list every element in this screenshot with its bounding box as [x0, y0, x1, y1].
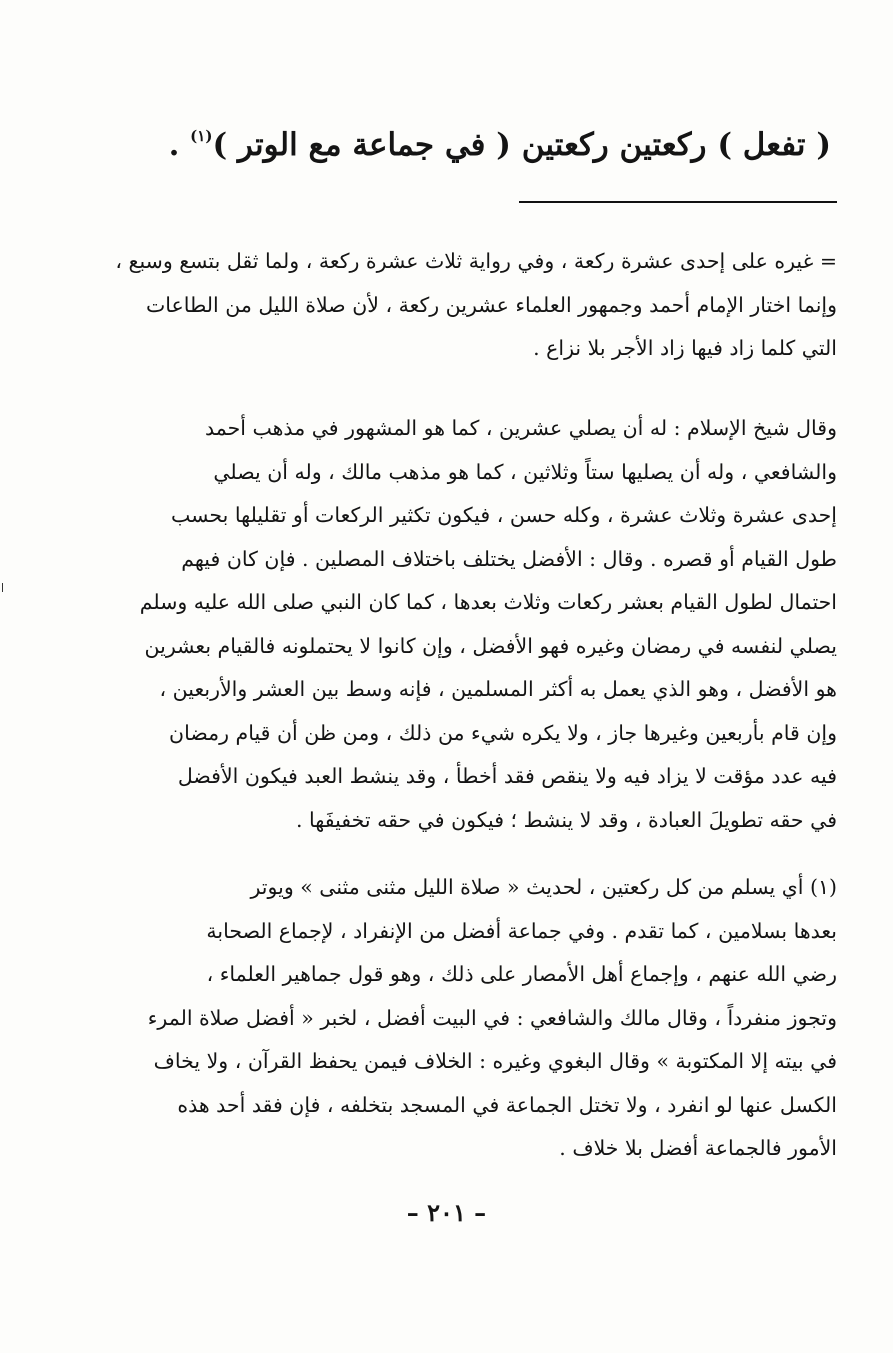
text-line: والشافعي ، وله أن يصليها ستاً وثلاثين ، كما هو مذهب مالك ، وله أن يصلي — [213, 459, 837, 484]
text-line: (١) أي يسلم من كل ركعتين ، لحديث « صلاة الليل مثنى مثنى » ويوتر — [250, 875, 837, 899]
main-text-end: . — [168, 127, 191, 163]
text-line: إحدى عشرة وثلاث عشرة ، وكله حسن ، فيكون تكثير الركعات أو تقليلها بحسب — [171, 503, 837, 527]
text-line: فيه عدد مؤقت لا يزاد فيه ولا ينقص فقد أخطأ ، وقد ينشط العبد فيكون الأفضل — [177, 764, 837, 788]
text-line: الأمور فالجماعة أفضل بلا خلاف . — [559, 1136, 837, 1160]
text-line: هو الأفضل ، وهو الذي يعمل به أكثر المسلمين ، فإنه وسط بين العشر والأربعين ، — [159, 677, 837, 701]
main-text-line — [150, 108, 831, 173]
text-line: طول القيام أو قصره . وقال : الأفضل يختلف باختلاف المصلين . فإن كان فيهم — [181, 546, 837, 571]
text-line: التي كلما زاد فيها زاد الأجر بلا نزاع . — [533, 336, 837, 360]
text-line: = غيره على إحدى عشرة ركعة ، وفي رواية ثلاث عشرة ركعة ، ولما ثقل بتسع وسبع ، — [115, 249, 837, 273]
text-line: في بيته إلا المكتوبة » وقال البغوي وغيره : الخلاف فيمن يحفظ القرآن ، ولا يخاف — [153, 1049, 837, 1073]
text-line: وإنما اختار الإمام أحمد وجمهور العلماء عشرين ركعة ، لأن صلاة الليل من الطاعات — [145, 292, 837, 317]
text-line: وقال شيخ الإسلام : له أن يصلي عشرين ، كما هو المشهور في مذهب أحمد — [205, 416, 837, 440]
footnote-reference: (١) — [190, 127, 213, 145]
scan-edge-mark — [2, 583, 6, 592]
text-line: وتجوز منفرداً ، وقال مالك والشافعي : في البيت أفضل ، لخبر « أفضل صلاة المرء — [147, 1005, 837, 1030]
text-line: وإن قام بأربعين وغيرها جاز ، ولا يكره شيء من ذلك ، ومن ظن أن قيام رمضان — [169, 720, 837, 745]
text-line: بعدها بسلامين ، كما تقدم . وفي جماعة أفضل من الإنفراد ، لإجماع الصحابة — [206, 918, 837, 943]
footnote-1-paragraph — [104, 866, 837, 1171]
text-line: يصلي لنفسه في رمضان وغيره فهو الأفضل ، وإن كانوا لا يحتملونه فالقيام بعشرين — [144, 633, 837, 658]
ibn-taymiyya-paragraph — [104, 407, 837, 842]
continued-footnote-paragraph — [104, 240, 837, 371]
text-line: احتمال لطول القيام بعشر ركعات وثلاث بعدها ، كما كان النبي صلى الله عليه وسلم — [139, 590, 837, 614]
footnote-separator — [519, 201, 837, 203]
text-line: رضي الله عنهم ، وإجماع أهل الأمصار على ذلك ، وهو قول جماهير العلماء ، — [206, 962, 837, 986]
text-line: في حقه تطويلَ العبادة ، وقد لا ينشط ؛ فيكون في حقه تخفيفَها . — [296, 807, 837, 832]
main-text: ( تفعل ) ركعتين ركعتين ( في جماعة مع الوتر ) — [212, 127, 831, 163]
text-line: الكسل عنها لو انفرد ، ولا تختل الجماعة في المسجد بتخلفه ، فإن فقد أحد هذه — [177, 1092, 837, 1117]
page-number: – ٢٠١ – — [406, 1198, 487, 1227]
